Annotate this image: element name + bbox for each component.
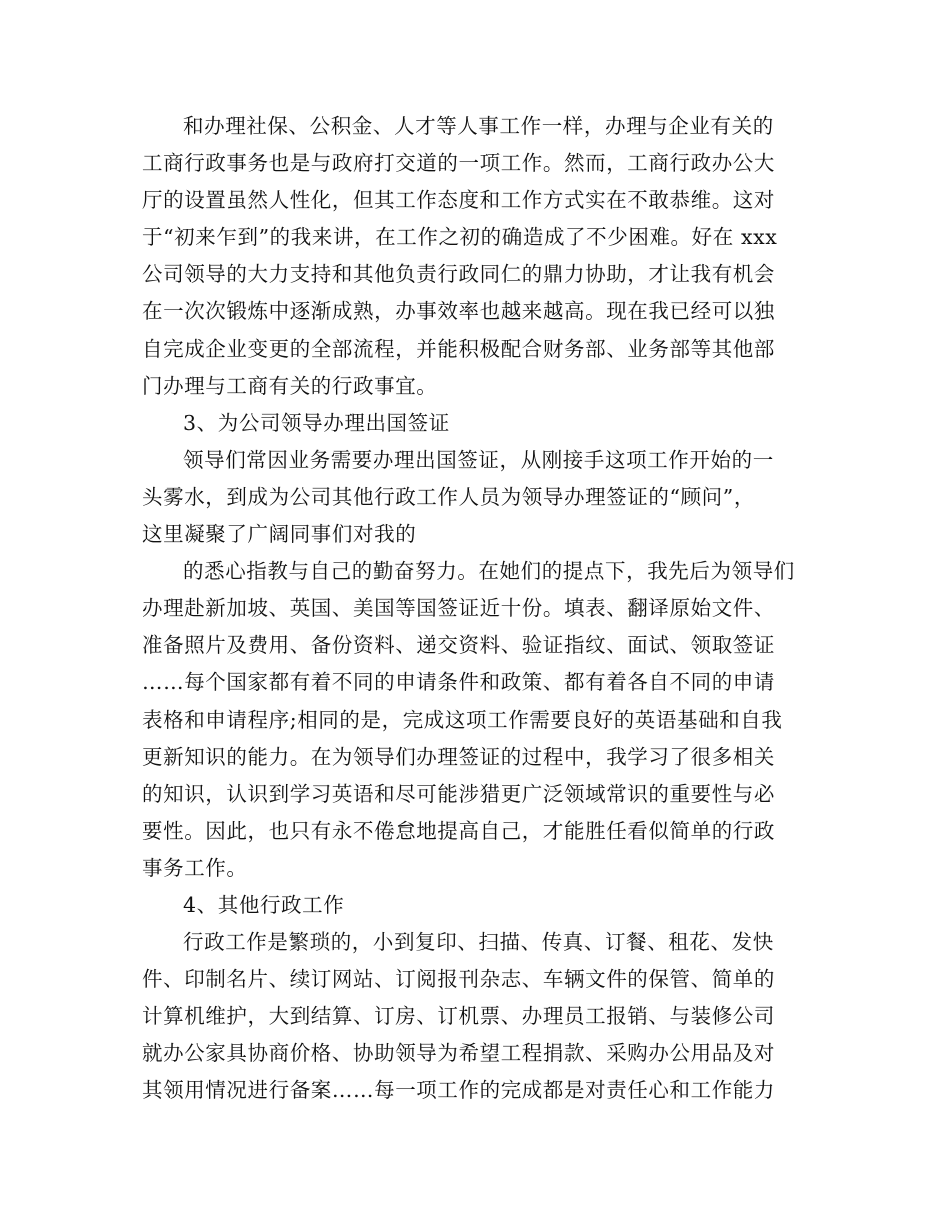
- heading-text: 3、为公司领导办理出国签证: [183, 410, 450, 435]
- text-line: 这里凝聚了广阔同事们对我的: [142, 522, 417, 547]
- paragraph: [142, 108, 812, 405]
- heading-text: 4、其他行政工作: [183, 892, 345, 917]
- text-line: 厅的设置虽然人性化，但其工作态度和工作方式实在不敢恭维。这对: [142, 188, 775, 213]
- text-line: 的悉心指教与自己的勤奋努力。在她们的提点下，我先后为领导们: [183, 559, 795, 584]
- text-line: 事务工作。: [142, 855, 248, 880]
- text-line: 其领用情况进行备案……每一项工作的完成都是对责任心和工作能力: [142, 1078, 775, 1103]
- section-heading: [142, 405, 812, 442]
- text-line: 领导们常因业务需要办理出国签证，从刚接手这项工作开始的一: [183, 447, 774, 472]
- text-line: 准备照片及费用、备份资料、递交资料、验证指纹、面试、领取签证: [142, 633, 775, 658]
- text-line: 要性。因此，也只有永不倦怠地提高自己，才能胜任看似简单的行政: [142, 818, 775, 843]
- document-body: [142, 108, 812, 1110]
- text-line: 于“初来乍到”的我来讲，在工作之初的确造成了不少困难。好在 xxx: [142, 225, 778, 250]
- text-line: 的知识，认识到学习英语和尽可能涉猎更广泛领域常识的重要性与必: [142, 781, 775, 806]
- paragraph: [142, 553, 812, 887]
- text-line: ……每个国家都有着不同的申请条件和政策、都有着各自不同的申请: [142, 670, 775, 695]
- text-line: 件、印制名片、续订网站、订阅报刊杂志、车辆文件的保管、简单的: [142, 967, 775, 992]
- text-line: 更新知识的能力。在为领导们办理签证的过程中，我学习了很多相关: [142, 744, 775, 769]
- text-line: 工商行政事务也是与政府打交道的一项工作。然而，工商行政办公大: [142, 151, 775, 176]
- text-line: 门办理与工商有关的行政事宜。: [142, 373, 438, 398]
- text-line: 和办理社保、公积金、人才等人事工作一样，办理与企业有关的: [183, 114, 774, 138]
- text-line: 在一次次锻炼中逐渐成熟，办事效率也越来越高。现在我已经可以独: [142, 299, 775, 324]
- text-line: 办理赴新加坡、英国、美国等国签证近十份。填表、翻译原始文件、: [142, 596, 775, 621]
- text-line: 行政工作是繁琐的，小到复印、扫描、传真、订餐、租花、发快: [183, 930, 774, 955]
- section-heading: [142, 887, 812, 924]
- text-line: 公司领导的大力支持和其他负责行政同仁的鼎力协助，才让我有机会: [142, 262, 775, 287]
- paragraph: [142, 442, 812, 553]
- paragraph: [142, 924, 812, 1109]
- text-line: 表格和申请程序;相同的是，完成这项工作需要良好的英语基础和自我: [142, 707, 783, 732]
- text-line: 就办公家具协商价格、协助领导为希望工程捐款、采购办公用品及对: [142, 1041, 775, 1066]
- text-line: 计算机维护，大到结算、订房、订机票、办理员工报销、与装修公司: [142, 1004, 775, 1029]
- text-line: 头雾水，到成为公司其他行政工作人员为领导办理签证的“顾问”，: [142, 484, 755, 509]
- text-line: 自完成企业变更的全部流程，并能积极配合财务部、业务部等其他部: [142, 336, 775, 361]
